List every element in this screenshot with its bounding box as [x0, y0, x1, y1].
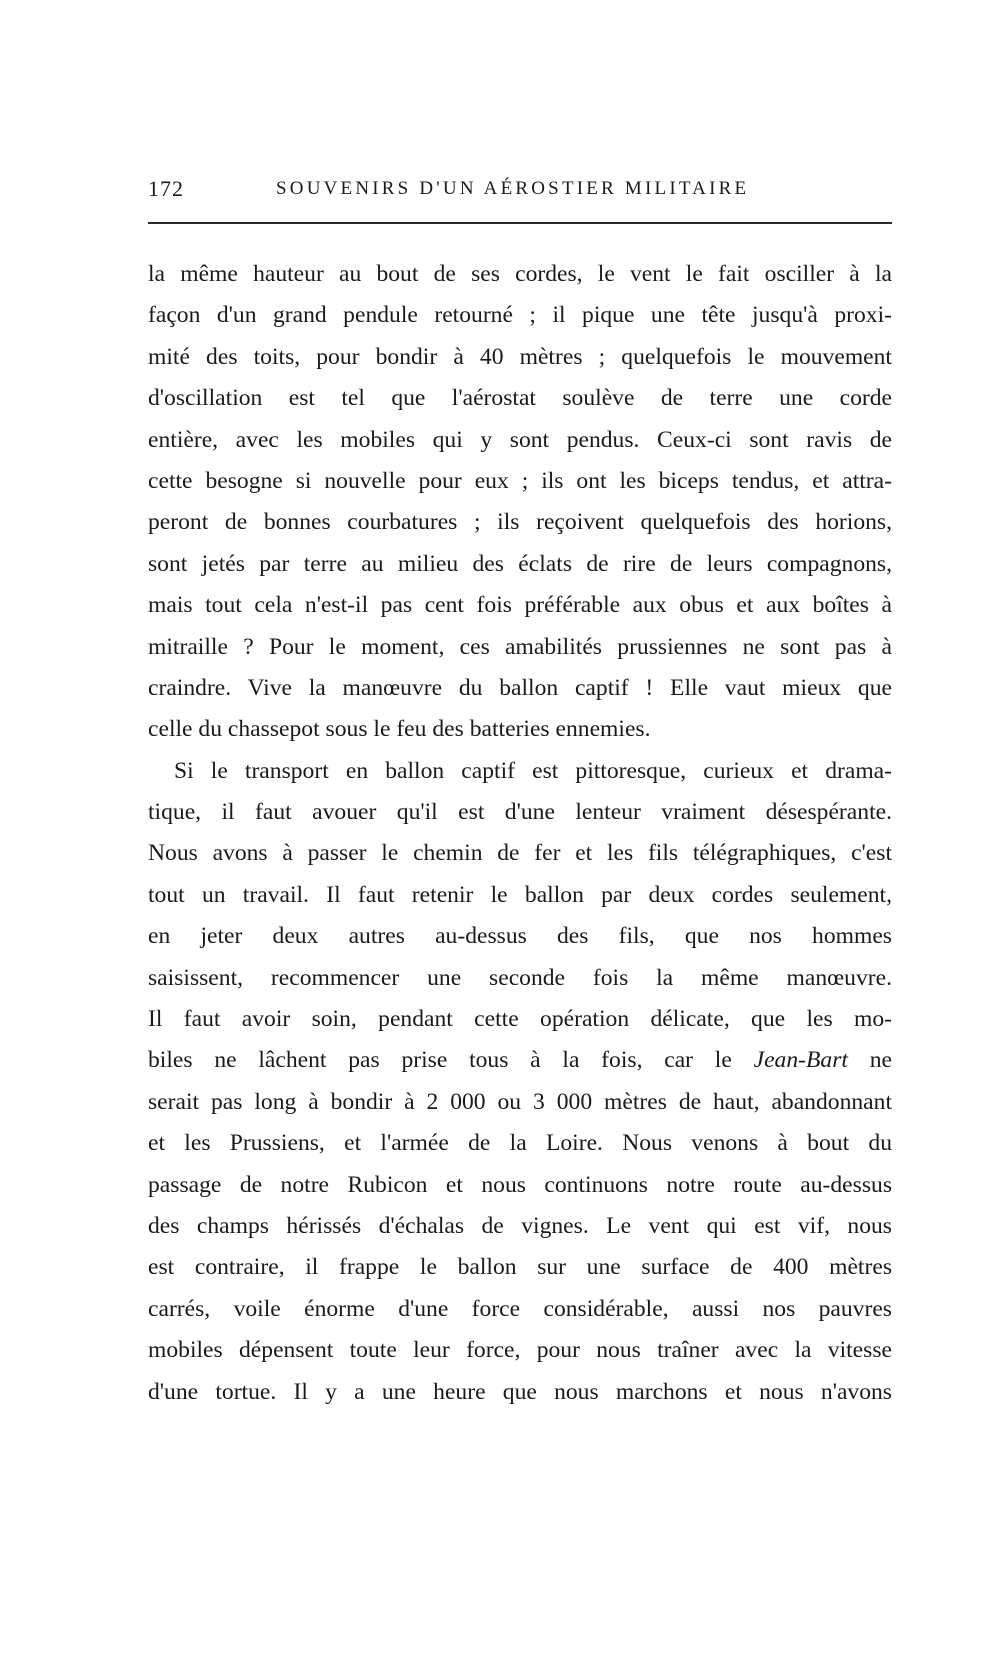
text-line: Il faut avoir soin, pendant cette opération délicate, que les mo- [148, 1006, 892, 1033]
text-line: est contraire, il frappe le ballon sur une surface de 400 mètres [148, 1254, 892, 1281]
text-line: Si le transport en ballon captif est pittoresque, curieux et drama- [174, 757, 892, 784]
page-number: 172 [148, 176, 184, 201]
text-line: carrés, voile énorme d'une force considérable, aussi nos pauvres [148, 1295, 892, 1322]
text-line: saisissent, recommencer une seconde fois la même manœuvre. [148, 964, 892, 991]
text-line: en jeter deux autres au-dessus des fils, que nos hommes [148, 923, 892, 950]
text-line: craindre. Vive la manœuvre du ballon captif ! Elle vaut mieux que [148, 674, 892, 701]
ship-name-italic: Jean-Bart [753, 1047, 848, 1074]
text-line-with-italic [148, 1040, 892, 1081]
text-line: mitraille ? Pour le moment, ces amabilités prussiennes ne sont pas à [148, 633, 892, 660]
text-line: façon d'un grand pendule retourné ; il pique une tête jusqu'à proxi- [148, 302, 892, 329]
text-line: tique, il faut avouer qu'il est d'une lenteur vraiment désespérante. [148, 799, 892, 826]
paragraph-2 [148, 751, 892, 1413]
text-line: peront de bonnes courbatures ; ils reçoivent quelquefois des horions, [148, 509, 892, 536]
running-title: SOUVENIRS D'UN AÉROSTIER MILITAIRE [276, 178, 750, 199]
text-line: mobiles dépensent toute leur force, pour nous traîner avec la vitesse [148, 1337, 892, 1364]
text-line: d'une tortue. Il y a une heure que nous marchons et nous n'avons [148, 1378, 892, 1405]
text-line: serait pas long à bondir à 2 000 ou 3 000 mètres de haut, abandonnant [148, 1088, 892, 1115]
text-line: d'oscillation est tel que l'aérostat soulève de terre une corde [148, 385, 892, 412]
text-line: celle du chassepot sous le feu des batteries ennemies. [148, 716, 651, 743]
header-rule [148, 222, 892, 224]
text-segment: ne [869, 1047, 892, 1074]
text-line: Nous avons à passer le chemin de fer et les fils télégraphiques, c'est [148, 840, 892, 867]
text-line: passage de notre Rubicon et nous continuons notre route au-dessus [148, 1171, 892, 1198]
text-line: cette besogne si nouvelle pour eux ; ils ont les biceps tendus, et attra- [148, 467, 892, 494]
text-line: mais tout cela n'est-il pas cent fois préférable aux obus et aux boîtes à [148, 592, 892, 619]
text-line: mité des toits, pour bondir à 40 mètres ; quelquefois le mouvement [148, 343, 892, 370]
text-line: sont jetés par terre au milieu des éclats de rire de leurs compagnons, [148, 550, 892, 577]
running-head [148, 176, 892, 206]
text-line: entière, avec les mobiles qui y sont pendus. Ceux-ci sont ravis de [148, 426, 892, 453]
text-segment: biles ne lâchent pas prise tous à la fois, car le [148, 1047, 732, 1074]
text-line: des champs hérissés d'échalas de vignes. Le vent qui est vif, nous [148, 1212, 892, 1239]
body-text [148, 254, 892, 1413]
text-line: et les Prussiens, et l'armée de la Loire. Nous venons à bout du [148, 1130, 892, 1157]
paragraph-1 [148, 254, 892, 751]
text-line: tout un travail. Il faut retenir le ballon par deux cordes seulement, [148, 881, 892, 908]
text-line: la même hauteur au bout de ses cordes, le vent le fait osciller à la [148, 261, 892, 287]
